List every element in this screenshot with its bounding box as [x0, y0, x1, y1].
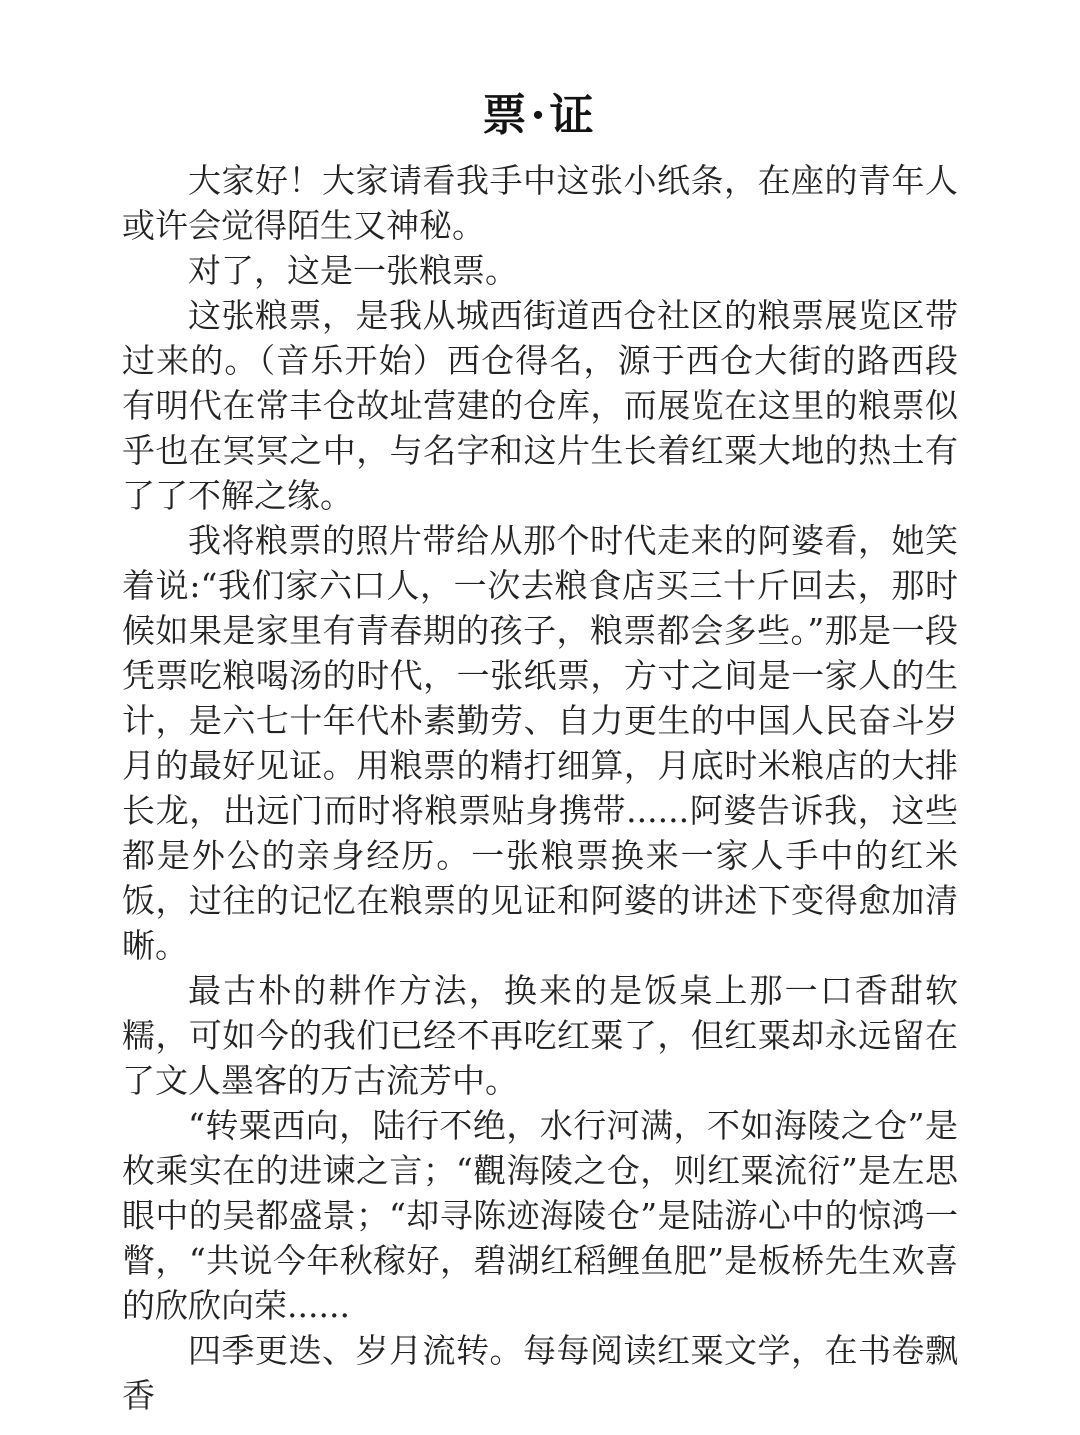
- paragraph-reveal: 对了，这是一张粮票。: [188, 251, 518, 290]
- paragraph-farming: 最古朴的耕作方法，换来的是饭桌上那一口香甜软糯，可如今的我们已经不再吃红粟了，但红粟却永远留在了文人墨客的万古流芳中。: [122, 971, 958, 1100]
- document-body: [122, 158, 958, 1418]
- paragraph-grandma-story: 我将粮票的照片带给从那个时代走来的阿婆看，她笑着说:“我们家六口人，一次去粮食店买三十斤回去，那时候如果是家里有青春期的孩子，粮票都会多些。”那是一段凭票吃粮喝汤的时代，一张纸票，方寸之间是一家人的生计，是六七十年代朴素勤劳、自力更生的中国人民奋斗岁月的最好见证。用粮票的精打细算，月底时米粮店的大排长龙，出远门而时将粮票贴身携带......阿婆告诉我，这些都是外公的亲身经历。一张粮票换来一家人手中的红米饭，过往的记忆在粮票的见证和阿婆的讲述下变得愈加清晰。: [122, 521, 958, 965]
- page-title: 票·证: [482, 90, 598, 141]
- paragraph-origin: 这张粮票，是我从城西街道西仓社区的粮票展览区带过来的。（音乐开始）西仓得名，源于西仓大街的路西段有明代在常丰仓故址营建的仓库，而展览在这里的粮票似乎也在冥冥之中，与名字和这片生长着红粟大地的热土有了了不解之缘。: [122, 296, 958, 515]
- paragraph-greeting: 大家好！大家请看我手中这张小纸条，在座的青年人或许会觉得陌生又神秘。: [122, 161, 958, 245]
- paragraph-classical-quotes: “转粟西向，陆行不绝，水行河满，不如海陵之仓”是枚乘实在的进谏之言；“觀海陵之仓，则红粟流衍”是左思眼中的吴都盛景；“却寻陈迹海陵仓”是陆游心中的惊鸿一瞥，“共说今年秋稼好，碧湖红稻鲤鱼肥”是板桥先生欢喜的欣欣向荣......: [122, 1106, 958, 1325]
- paragraph-seasons: 四季更迭、岁月流转。每每阅读红粟文学，在书卷飘香: [122, 1331, 958, 1415]
